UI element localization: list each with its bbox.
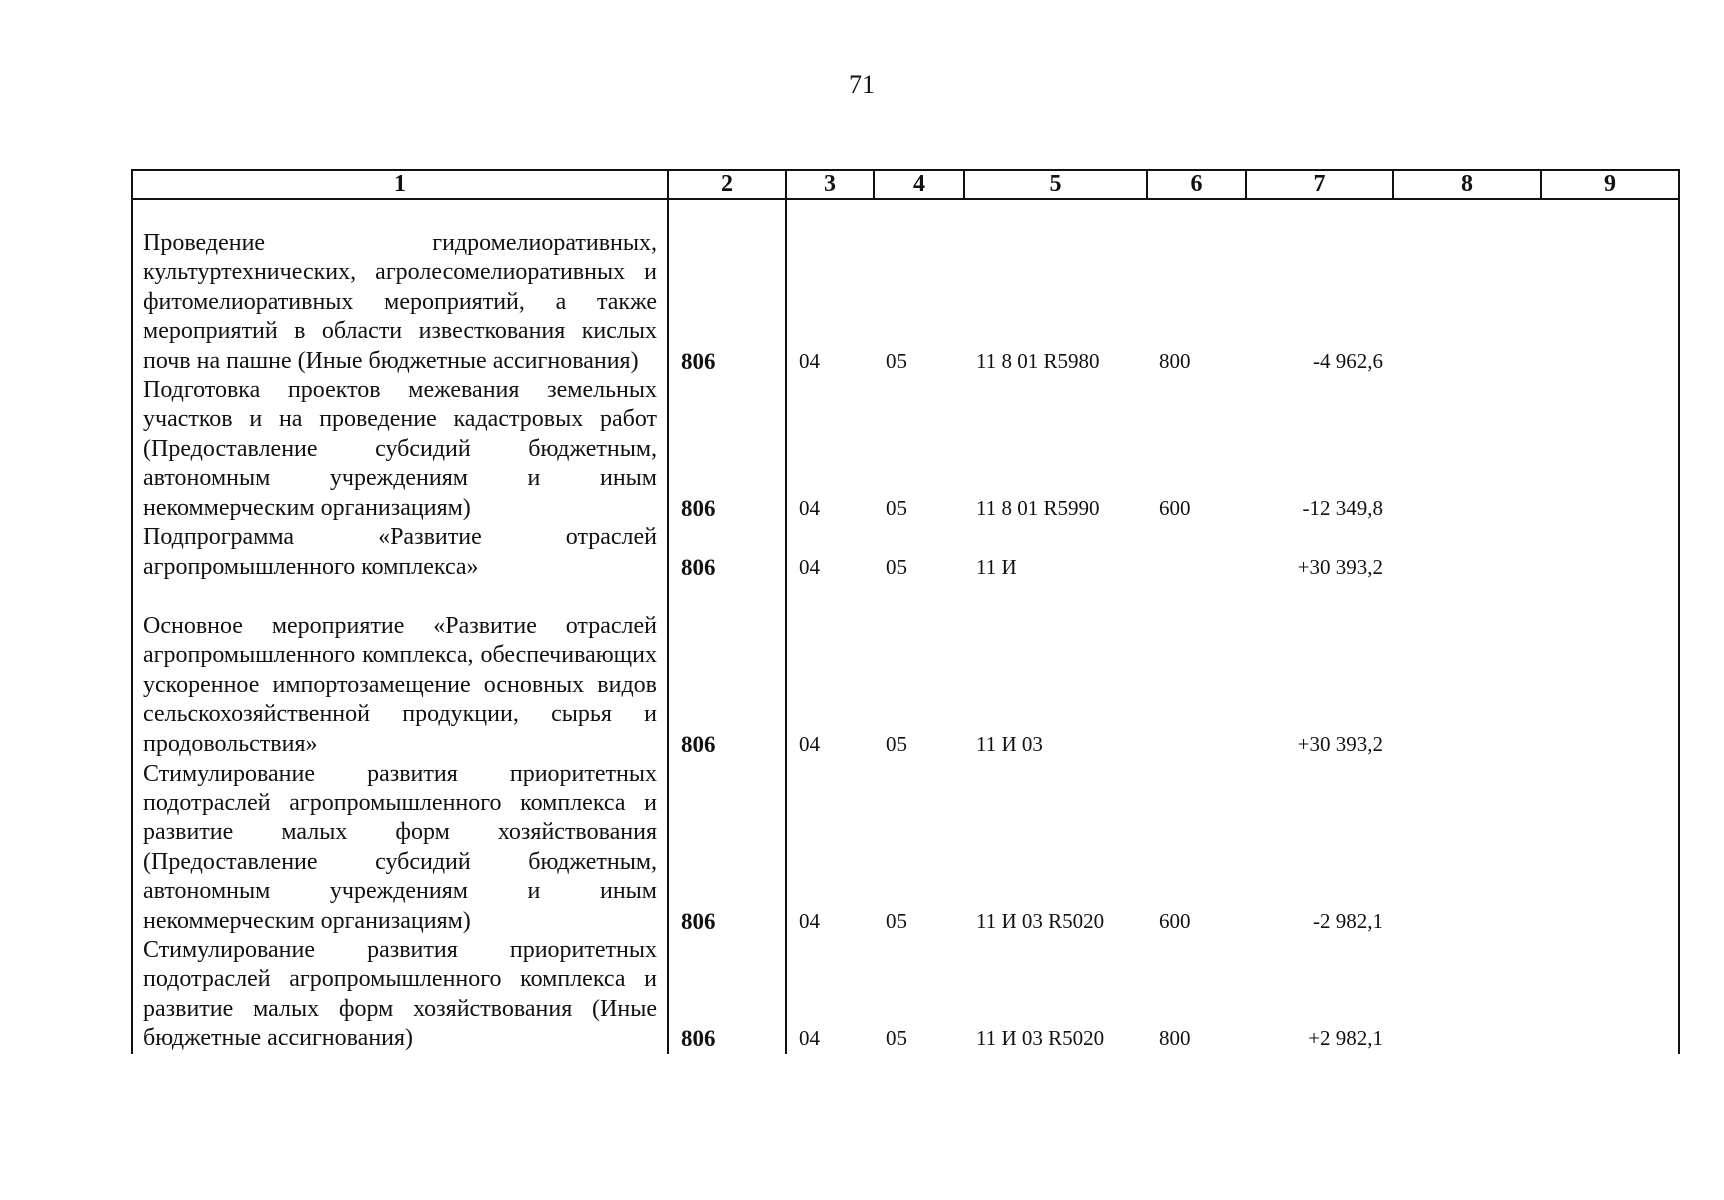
table-row — [132, 936, 1679, 1054]
row-col9 — [1541, 759, 1679, 936]
row-sum: -12 349,8 — [1302, 495, 1383, 520]
row-name: Стимулирование развития приоритетных подотраслей агропромышленного комплекса и развитие малых форм хозяйствования (Предоставление субсидий бюджетным, автономным учреждениям и иным некоммерческим организациям) — [132, 759, 668, 936]
table-row — [132, 759, 1679, 936]
row-grbs: 806 — [668, 582, 786, 759]
row-rz: 04 — [786, 582, 874, 759]
table-row — [132, 582, 1679, 759]
row-pr: 05 — [886, 908, 907, 933]
row-col9 — [1541, 582, 1679, 759]
row-col8 — [1393, 936, 1541, 1054]
page-number: 71 — [849, 70, 875, 99]
header-col-7: 7 — [1246, 170, 1393, 199]
header-col-8: 8 — [1393, 170, 1541, 199]
budget-table-container — [131, 169, 1678, 1055]
header-col-4: 4 — [874, 170, 964, 199]
row-name: Основное мероприятие «Развитие отраслей агропромышленного комплекса, обеспечивающих ускоренное импортозамещение основных видов сельскохозяйственной продукции, сырья и продовольствия» — [132, 582, 668, 759]
row-col8 — [1393, 376, 1541, 523]
row-pr: 05 — [886, 348, 907, 373]
row-pr: 05 — [886, 495, 907, 520]
row-col8 — [1393, 582, 1541, 759]
row-csr: 11 И 03 R5020 — [976, 1026, 1105, 1051]
row-col9 — [1541, 523, 1679, 582]
row-sum: +30 393,2 — [1297, 554, 1383, 579]
row-sum: -4 962,6 — [1313, 348, 1383, 373]
row-col8 — [1393, 199, 1541, 376]
row-vr: 600 — [1159, 495, 1191, 520]
row-col8 — [1393, 523, 1541, 582]
header-col-5: 5 — [964, 170, 1147, 199]
row-sum: +30 393,2 — [1297, 731, 1383, 756]
row-rz: 04 — [786, 523, 874, 582]
row-name: Подготовка проектов межевания земельных участков и на проведение кадастровых работ (Предоставление субсидий бюджетным, автономным учреждениям и иным некоммерческим организациям) — [132, 376, 668, 523]
row-sum: +2 982,1 — [1308, 1026, 1383, 1051]
row-csr: 11 И — [976, 554, 1017, 579]
row-csr: 11 И 03 R5020 — [976, 908, 1105, 933]
row-vr: 800 — [1159, 348, 1191, 373]
header-row — [132, 170, 1679, 199]
row-rz: 04 — [786, 199, 874, 376]
header-col-1: 1 — [132, 170, 668, 199]
row-col9 — [1541, 376, 1679, 523]
header-col-9: 9 — [1541, 170, 1679, 199]
row-vr — [1147, 523, 1246, 582]
row-csr: 11 И 03 — [976, 731, 1043, 756]
row-col8 — [1393, 759, 1541, 936]
row-vr — [1147, 582, 1246, 759]
table-row — [132, 523, 1679, 582]
row-name: Подпрограмма «Развитие отраслей агропромышленного комплекса» — [132, 523, 668, 582]
budget-table — [131, 169, 1680, 1054]
row-grbs: 806 — [668, 759, 786, 936]
row-grbs: 806 — [668, 936, 786, 1054]
row-pr: 05 — [886, 1026, 907, 1051]
row-pr: 05 — [886, 731, 907, 756]
row-sum: -2 982,1 — [1313, 908, 1383, 933]
row-col9 — [1541, 199, 1679, 376]
row-rz: 04 — [786, 376, 874, 523]
row-col9 — [1541, 936, 1679, 1054]
table-row — [132, 376, 1679, 523]
header-col-6: 6 — [1147, 170, 1246, 199]
row-vr: 600 — [1159, 908, 1191, 933]
row-vr: 800 — [1159, 1026, 1191, 1051]
row-csr: 11 8 01 R5980 — [976, 348, 1100, 373]
row-pr: 05 — [886, 554, 907, 579]
row-grbs: 806 — [668, 376, 786, 523]
row-grbs: 806 — [668, 523, 786, 582]
row-grbs: 806 — [668, 199, 786, 376]
row-csr: 11 8 01 R5990 — [976, 495, 1100, 520]
row-rz: 04 — [786, 759, 874, 936]
header-col-3: 3 — [786, 170, 874, 199]
header-col-2: 2 — [668, 170, 786, 199]
row-rz: 04 — [786, 936, 874, 1054]
row-name: Проведение гидромелиоративных, культуртехнических, агролесомелиоративных и фитомелиоративных мероприятий, а также мероприятий в области известкования кислых почв на пашне (Иные бюджетные ассигнования) — [132, 199, 668, 376]
table-row — [132, 199, 1679, 376]
row-name: Стимулирование развития приоритетных подотраслей агропромышленного комплекса и развитие малых форм хозяйствования (Иные бюджетные ассигнования) — [132, 936, 668, 1054]
